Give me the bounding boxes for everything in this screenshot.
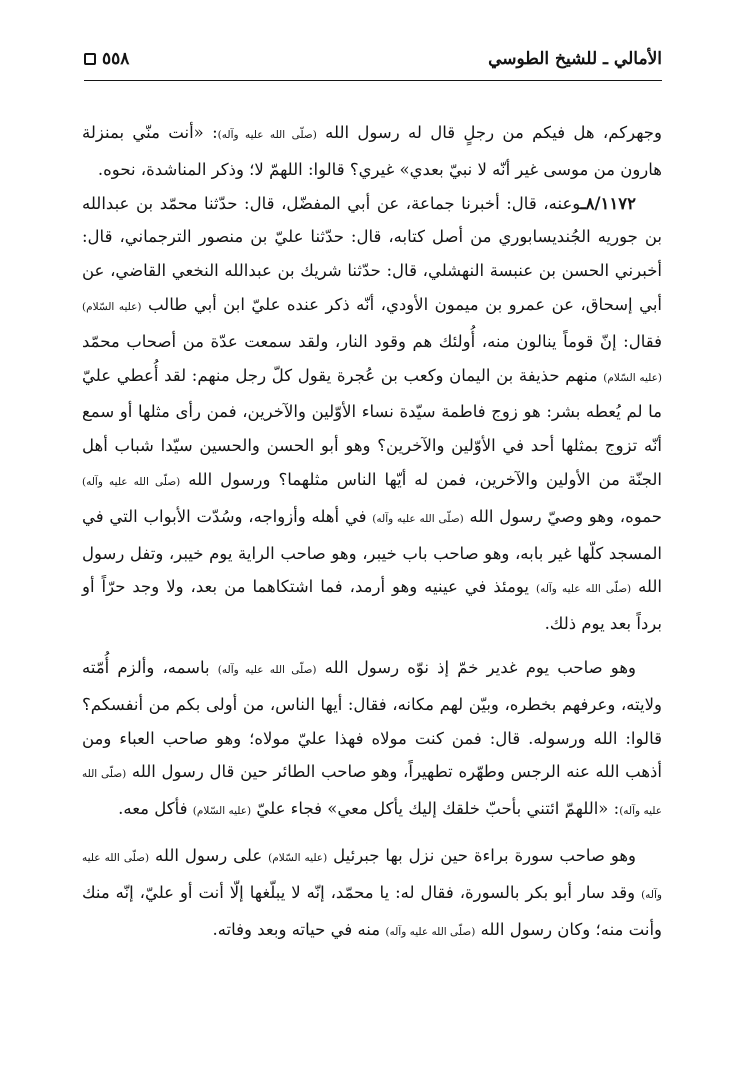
page-header (84, 44, 662, 74)
text-run: فأكل معه. (118, 799, 193, 819)
text-run: يومئذ في عينيه وهو أرمد، فما اشتكاهما من بعد، ولا وجد حرّاً أو برداً بعد يوم ذلك. (82, 577, 662, 634)
honorific: (عليه السّلام) (192, 805, 252, 818)
page-number-group (84, 49, 129, 69)
text-run: : «اللهمّ ائتني بأحبّ خلقك إليك يأكل معي» فجاء عليّ (256, 799, 620, 819)
honorific: (صلّى الله عليه وآله) (82, 475, 181, 488)
text-run: وقد سار أبو بكر بالسورة، فقال له: يا محمّد، إنّه لا يبلّغها إلّا أنت أو عليّ، إنّه منك وأنت منه؛ وكان رسول الله (82, 882, 662, 939)
page-body (82, 116, 662, 949)
honorific: (صلّى الله عليه وآله) (217, 663, 317, 676)
honorific: (صلّى الله عليه وآله) (217, 129, 317, 141)
text-run: فقال: إنّ قوماً ينالون منه، أُولئك هم وقود النار، ولقد سمعت عدّة من أصحاب محمّد (82, 331, 662, 351)
paragraph-3 (82, 651, 662, 829)
honorific: (عليه السّلام) (603, 371, 662, 384)
text-run: على رسول الله (155, 845, 269, 865)
page-number: ٥٥٨ (102, 49, 130, 69)
text-run: في أهله وأزواجه، وسُدّت الأبواب التي في المسجد كلّها غير بابه، وهو صاحب باب خيبر، وهو صاحب الراية يوم خيبر، وتفل رسول الله (82, 506, 662, 597)
square-box-icon (84, 53, 96, 65)
text-run: باسمه، وألزم أُمّته ولايته، وعرفهم بخطره، وبيّن لهم مكانه، فقال: أيها الناس، من أولى بكم من أنفسكم؟ قالوا: الله ورسوله. قال: فمن كنت مولاه فهذا عليّ مولاه؛ وهو صاحب العباء ومن أذهب الله عنه الرجس وطهّره تطهيراً، وهو صاحب الطائر حين قال رسول الله (82, 657, 662, 782)
honorific: (صلّى الله عليه وآله) (535, 583, 632, 596)
honorific: (صلّى الله عليه وآله) (385, 925, 476, 938)
honorific: (عليه السّلام) (82, 300, 142, 313)
text-run: وهو صاحب يوم غدير خمّ إذ نوّه رسول الله (324, 657, 636, 677)
honorific: (صلّى الله عليه وآله) (372, 512, 464, 525)
text-run: منهم حذيفة بن اليمان وكعب بن عُجرة يقول كلّ رجل منهم: لقد أُعطي عليّ ما لم يُعطه بشر: هو زوج فاطمة سيّدة نساء الأوّلين والآخرين، فمن رأى مثلها أو سمع أنّه تزوج بمثلها أحد في الأوّلين والآخرين؟ وهو أبو الحسن والحسين سيّدا شباب أهل الجنّة من الأولين والآخرين، فمن له أيّها الناس مثلهما؟ ورسول الله (82, 365, 662, 489)
text-run: منه في حياته وبعد وفاته. (212, 919, 386, 939)
text-run: وجهركم، هل فيكم من رجلٍ قال له رسول الله (325, 123, 662, 142)
text-run: حموه، وهو وصيّ رسول الله (469, 506, 663, 526)
running-title: الأمالي ـ للشيخ الطوسي (488, 49, 662, 69)
header-rule (84, 80, 662, 81)
paragraph-4 (82, 839, 662, 949)
paragraph-1 (82, 116, 662, 187)
hadith-number: ٨/١١٧٢ـ (580, 193, 636, 213)
text-run: وهو صاحب سورة براءة حين نزل بها جبرئيل (333, 845, 637, 865)
paragraph-2 (82, 187, 662, 641)
text-run: : «أنت منّي بمنزلة هارون من موسى غير أنّه لا نبيّ بعدي» غيري؟ قالوا: اللهمّ لا؛ وذكر المناشدة، نحوه. (82, 123, 662, 179)
honorific: (عليه السّلام) (268, 851, 328, 864)
text-run: وعنه، قال: أخبرنا جماعة، عن أبي المفضّل، قال: حدّثنا محمّد بن عبدالله بن جوريه الجُنديسابوري من أصل كتابه، قال: حدّثنا عليّ بن منصور الترجماني، قال: أخبرني الحسن بن عنبسة النهشلي، قال: حدّثنا شريك بن عبدالله النخعي القاضي، عن أبي إسحاق، عن عمرو بن ميمون الأودي، أنّه ذكر عنده عليّ ابن أبي طالب (82, 193, 663, 314)
honorific: (صلّى الله عليه وآله) (82, 768, 662, 818)
honorific: (صلّى الله عليه وآله) (82, 851, 662, 901)
